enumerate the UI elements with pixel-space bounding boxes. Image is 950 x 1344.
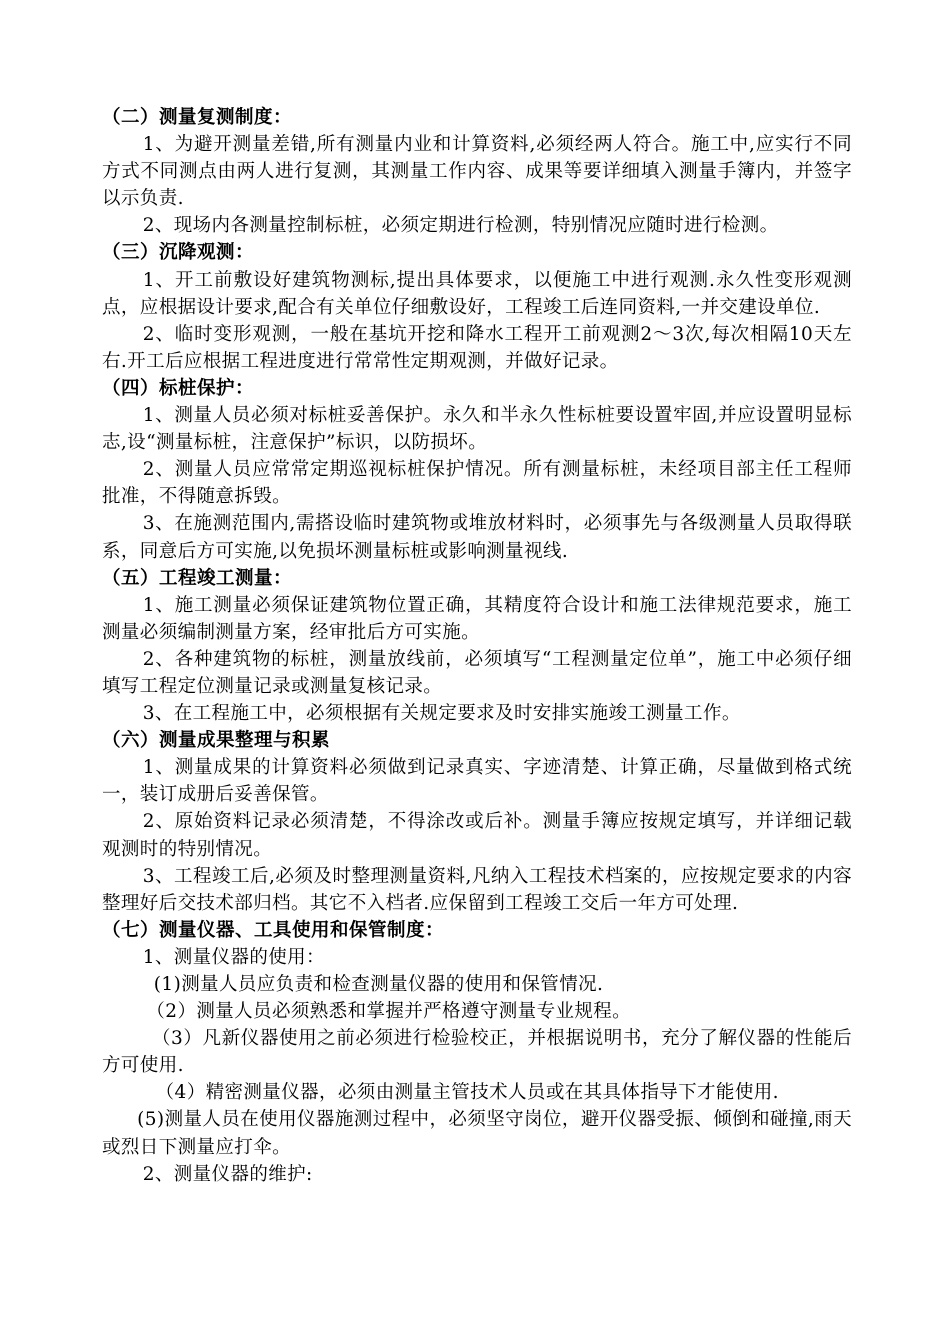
paragraph: 3、在工程施工中，必须根据有关规定要求及时安排实施竣工测量工作。 — [142, 703, 741, 725]
paragraph: （3）凡新仪器使用之前必须进行检验校正，并根据说明书，充分了解仪器的性能后方可使用. — [102, 1028, 852, 1077]
section-4 — [102, 375, 852, 565]
section-heading: （三）沉降观测： — [102, 242, 255, 264]
paragraph: 1、测量人员必须对标桩妥善保护。永久和半永久性标桩要设置牢固,并应设置明显标志,设“测量标桩，注意保护”标识，以防损坏。 — [102, 405, 852, 454]
paragraph: 1、测量仪器的使用： — [142, 946, 325, 968]
section-7 — [102, 917, 852, 1188]
paragraph: 3、工程竣工后,必须及时整理测量资料,凡纳入工程技术档案的，应按规定要求的内容整理好后交技术部归档。其它不入档者.应保留到工程竣工交后一年方可处理. — [102, 865, 852, 914]
paragraph: 2、现场内各测量控制标桩，必须定期进行检测，特别情况应随时进行检测。 — [142, 215, 779, 237]
paragraph: 3、在施测范围内,需搭设临时建筑物或堆放材料时，必须事先与各级测量人员取得联系，同意后方可实施,以免损坏测量标桩或影响测量视线. — [102, 513, 852, 562]
paragraph: 1、为避开测量差错,所有测量内业和计算资料,必须经两人符合。施工中,应实行不同方式不同测点由两人进行复测，其测量工作内容、成果等要详细填入测量手簿内，并签字以示负责. — [102, 134, 852, 210]
paragraph: 1、测量成果的计算资料必须做到记录真实、字迹清楚、计算正确，尽量做到格式统一，装订成册后妥善保管。 — [102, 757, 852, 806]
paragraph: 2、原始资料记录必须清楚，不得涂改或后补。测量手簿应按规定填写，并详细记载观测时的特别情况。 — [102, 811, 852, 860]
section-6 — [102, 727, 852, 917]
paragraph: 2、测量人员应常常定期巡视标桩保护情况。所有测量标桩，未经项目部主任工程师批准，不得随意拆毁。 — [102, 459, 852, 508]
paragraph: (5)测量人员在使用仪器施测过程中，必须坚守岗位，避开仪器受振、倾倒和碰撞,雨天或烈日下测量应打伞。 — [102, 1109, 852, 1158]
section-heading: （二）测量复测制度： — [102, 107, 293, 128]
paragraph: 1、施工测量必须保证建筑物位置正确，其精度符合设计和施工法律规范要求，施工测量必须编制测量方案，经审批后方可实施。 — [102, 594, 852, 643]
section-3 — [102, 239, 852, 374]
section-heading: （五）工程竣工测量： — [102, 567, 293, 589]
paragraph: （4）精密测量仪器，必须由测量主管技术人员或在其具体指导下才能使用. — [155, 1082, 779, 1104]
paragraph: 1、开工前敷设好建筑物测标,提出具体要求，以便施工中进行观测.永久性变形观测点，应根据设计要求,配合有关单位仔细敷设好，工程竣工后连同资料,一并交建设单位. — [102, 269, 852, 318]
paragraph: （2）测量人员必须熟悉和掌握并严格遵守测量专业规程。 — [146, 1001, 632, 1023]
document-body — [102, 104, 852, 1188]
section-5 — [102, 565, 852, 728]
paragraph: (1)测量人员应负责和检查测量仪器的使用和保管情况. — [153, 974, 604, 995]
section-2 — [102, 104, 852, 239]
paragraph: 2、各种建筑物的标桩，测量放线前，必须填写“工程测量定位单”，施工中必须仔细填写工程定位测量记录或测量复核记录。 — [102, 648, 852, 697]
section-heading: （七）测量仪器、工具使用和保管制度： — [102, 919, 445, 941]
paragraph: 2、临时变形观测，一般在基坑开挖和降水工程开工前观测2～3次,每次相隔10天左右.开工后应根据工程进度进行常常性定期观测，并做好记录。 — [102, 323, 852, 372]
paragraph: 2、测量仪器的维护: — [142, 1163, 313, 1185]
section-heading: （四）标桩保护： — [102, 377, 255, 399]
section-heading: （六）测量成果整理与积累 — [102, 730, 331, 752]
